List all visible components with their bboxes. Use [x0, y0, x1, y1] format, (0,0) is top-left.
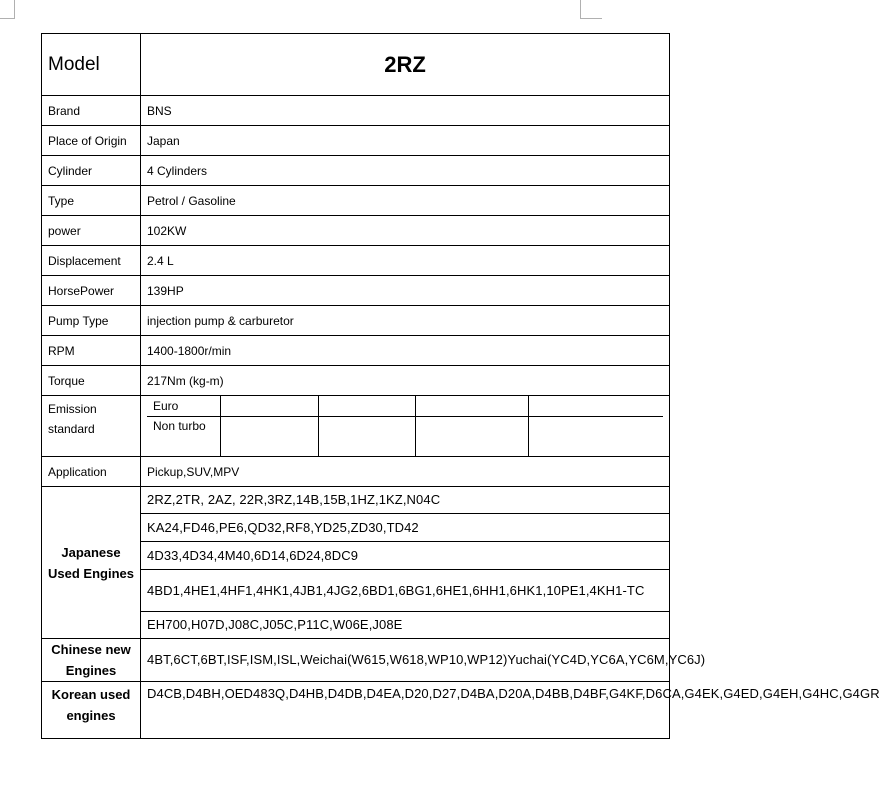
model-row: [42, 34, 670, 96]
emission-empty-cell: [415, 417, 528, 457]
cylinder-value: 4 Cylinders: [141, 156, 670, 186]
table-row: [42, 96, 670, 126]
japanese-engines-label: Japanese Used Engines: [42, 487, 141, 639]
spec-table: [41, 33, 880, 739]
type-value: Petrol / Gasoline: [141, 186, 670, 216]
origin-label: Place of Origin: [42, 126, 141, 156]
displacement-label: Displacement: [42, 246, 141, 276]
table-row: [42, 156, 670, 186]
crop-mark-top-left: [0, 18, 15, 19]
origin-value: Japan: [141, 126, 670, 156]
horsepower-label: HorsePower: [42, 276, 141, 306]
table-row: [42, 366, 670, 396]
application-value: Pickup,SUV,MPV: [141, 457, 670, 487]
table-row: [42, 216, 670, 246]
table-row: [42, 246, 670, 276]
application-label: Application: [42, 457, 141, 487]
emission-label: Emission standard: [42, 396, 141, 457]
type-label: Type: [42, 186, 141, 216]
emission-row: [42, 396, 670, 457]
emission-euro: Euro: [147, 396, 220, 417]
torque-value: 217Nm (kg-m): [141, 366, 670, 396]
table-row: [42, 457, 670, 487]
displacement-value: 2.4 L: [141, 246, 670, 276]
torque-label: Torque: [42, 366, 141, 396]
crop-mark-top-right: [580, 0, 581, 18]
engine-list-item: 2RZ,2TR, 2AZ, 22R,3RZ,14B,15B,1HZ,1KZ,N04C: [141, 487, 670, 514]
japanese-engines-row: [42, 487, 670, 514]
pump-type-value: injection pump & carburetor: [141, 306, 670, 336]
table-row: [42, 276, 670, 306]
model-value: 2RZ: [141, 34, 670, 96]
table-row: [42, 126, 670, 156]
engine-list-item: 4D33,4D34,4M40,6D14,6D24,8DC9: [141, 542, 670, 570]
crop-mark-top-right: [580, 18, 602, 19]
chinese-engines-row: [42, 639, 670, 682]
power-label: power: [42, 216, 141, 246]
emission-empty-cell: [220, 417, 318, 457]
crop-mark-top-left: [14, 0, 15, 18]
korean-engines-row: [42, 682, 670, 739]
horsepower-value: 139HP: [141, 276, 670, 306]
emission-empty-cell: [318, 396, 415, 417]
emission-turbo: Non turbo: [147, 417, 220, 457]
emission-grid: [141, 396, 670, 457]
table-row: [42, 186, 670, 216]
pump-type-label: Pump Type: [42, 306, 141, 336]
brand-label: Brand: [42, 96, 141, 126]
rpm-label: RPM: [42, 336, 141, 366]
korean-engines-value: D4CB,D4BH,OED483Q,D4HB,D4DB,D4EA,D20,D27,D4BA,D20A,D4BB,D4BF,G4KF,D6CA,G4EK,G4ED,G4EH,G4HC,G4GR: [141, 682, 670, 739]
table-row: [42, 336, 670, 366]
rpm-value: 1400-1800r/min: [141, 336, 670, 366]
model-label: Model: [42, 34, 141, 96]
emission-empty-cell: [415, 396, 528, 417]
emission-empty-cell: [528, 396, 663, 417]
korean-engines-label: Korean used engines: [42, 682, 141, 739]
power-value: 102KW: [141, 216, 670, 246]
table-row: [42, 306, 670, 336]
brand-value: BNS: [141, 96, 670, 126]
chinese-engines-label: Chinese new Engines: [42, 639, 141, 682]
cylinder-label: Cylinder: [42, 156, 141, 186]
engine-list-item: KA24,FD46,PE6,QD32,RF8,YD25,ZD30,TD42: [141, 514, 670, 542]
engine-list-item: EH700,H07D,J08C,J05C,P11C,W06E,J08E: [141, 612, 670, 639]
emission-empty-cell: [220, 396, 318, 417]
chinese-engines-value: 4BT,6CT,6BT,ISF,ISM,ISL,Weichai(W615,W618,WP10,WP12)Yuchai(YC4D,YC6A,YC6M,YC6J): [141, 639, 670, 682]
emission-empty-cell: [528, 417, 663, 457]
engine-list-item: 4BD1,4HE1,4HF1,4HK1,4JB1,4JG2,6BD1,6BG1,6HE1,6HH1,6HK1,10PE1,4KH1-TC: [141, 570, 670, 612]
emission-empty-cell: [318, 417, 415, 457]
